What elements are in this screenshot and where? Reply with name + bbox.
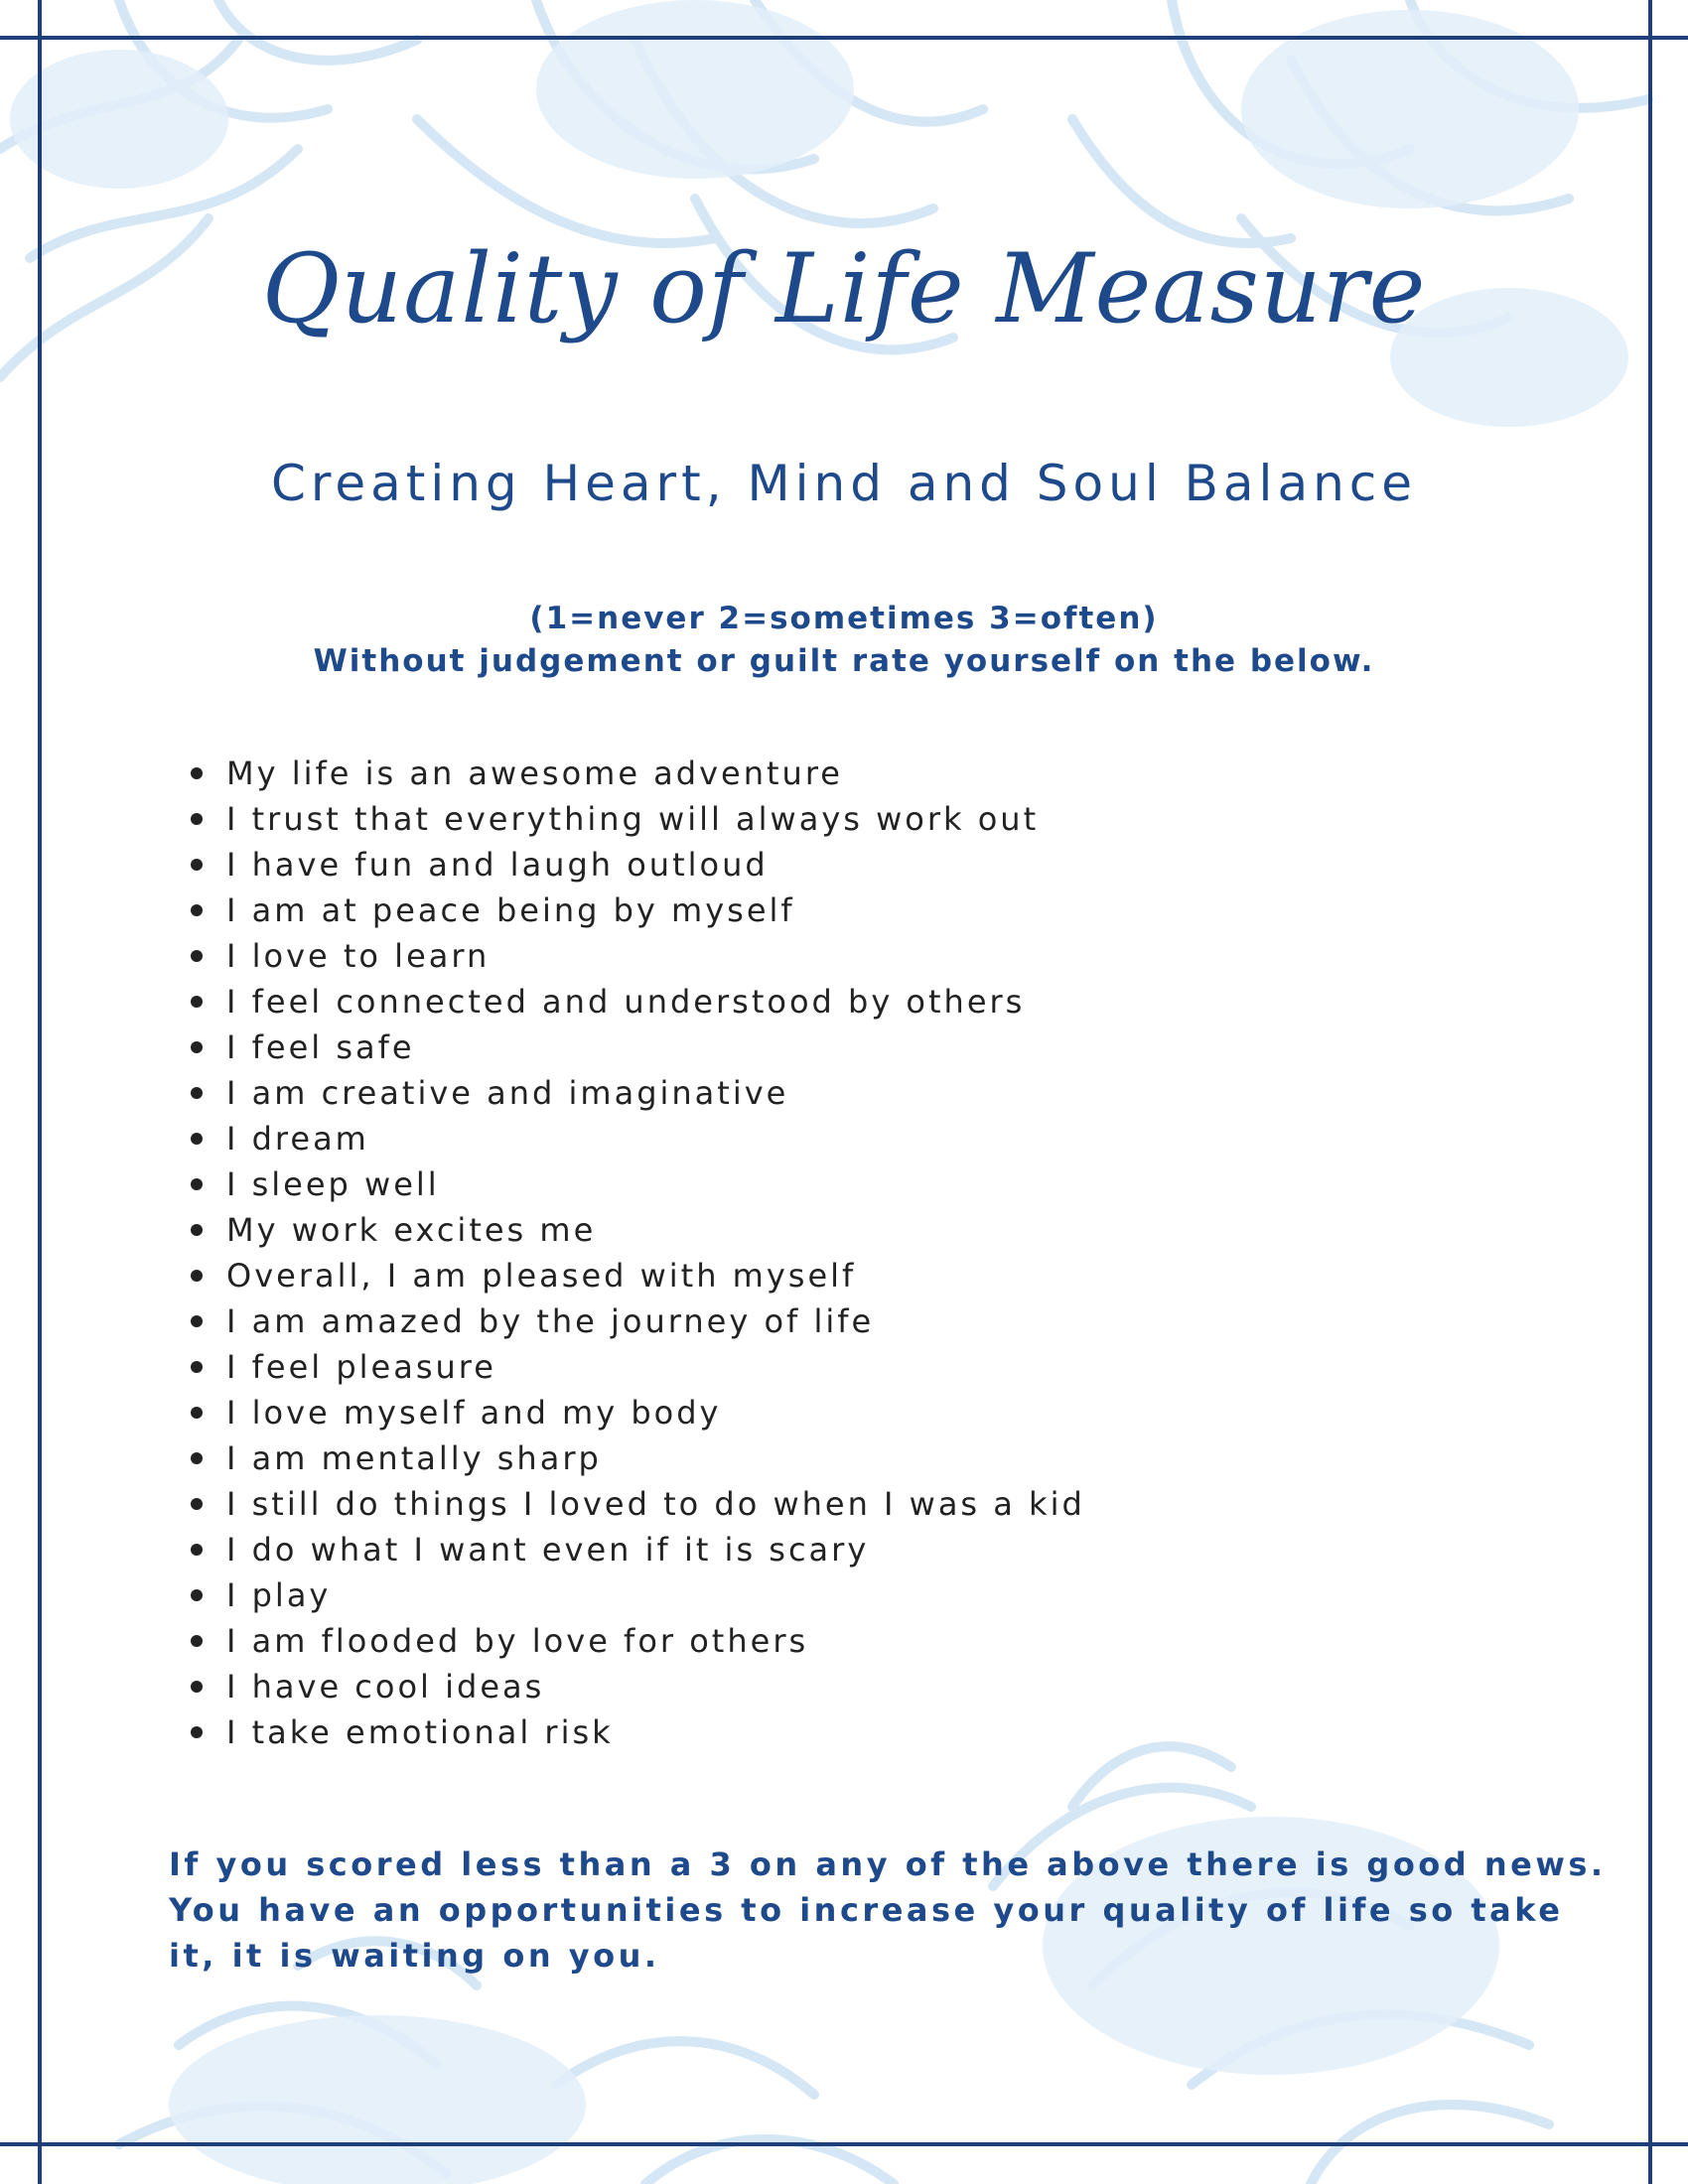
list-item bbox=[191, 1344, 1085, 1390]
list-item bbox=[191, 1527, 1085, 1572]
statement-text: I do what I want even if it is scary bbox=[226, 1531, 870, 1569]
list-item bbox=[191, 933, 1085, 979]
list-item bbox=[191, 1207, 1085, 1253]
list-item bbox=[191, 751, 1085, 796]
statement-text: I dream bbox=[226, 1120, 369, 1158]
statement-text: I am flooded by love for others bbox=[226, 1622, 809, 1660]
bullet-icon bbox=[191, 1178, 203, 1190]
list-item bbox=[191, 1070, 1085, 1116]
statement-text: My life is an awesome adventure bbox=[226, 754, 843, 792]
list-item bbox=[191, 1709, 1085, 1755]
bullet-icon bbox=[191, 1407, 203, 1419]
closing-line: it, it is waiting on you. bbox=[169, 1937, 660, 1975]
bullet-icon bbox=[191, 1452, 203, 1464]
list-item bbox=[191, 1298, 1085, 1344]
statement-text: I trust that everything will always work out bbox=[226, 800, 1040, 838]
statement-text: I take emotional risk bbox=[226, 1713, 614, 1751]
statement-list bbox=[191, 751, 1085, 1755]
bullet-icon bbox=[191, 1361, 203, 1373]
bullet-icon bbox=[191, 1270, 203, 1282]
list-item bbox=[191, 1390, 1085, 1435]
closing-line: You have an opportunities to increase your quality of life so take bbox=[169, 1891, 1564, 1929]
bullet-icon bbox=[191, 1041, 203, 1053]
statement-text: I am at peace being by myself bbox=[226, 891, 795, 929]
bullet-icon bbox=[191, 1681, 203, 1693]
page-subtitle: Creating Heart, Mind and Soul Balance bbox=[270, 455, 1418, 512]
statement-text: I sleep well bbox=[226, 1165, 440, 1203]
statement-text: I am creative and imaginative bbox=[226, 1074, 789, 1112]
rating-instruction: Without judgement or guilt rate yourself on the below. bbox=[313, 643, 1375, 679]
bullet-icon bbox=[191, 996, 203, 1008]
list-item bbox=[191, 1253, 1085, 1298]
statement-text: I play bbox=[226, 1576, 332, 1614]
bullet-icon bbox=[191, 1133, 203, 1145]
list-item bbox=[191, 1161, 1085, 1207]
closing-line: If you scored less than a 3 on any of the above there is good news. bbox=[169, 1845, 1607, 1883]
list-item bbox=[191, 1618, 1085, 1664]
list-item bbox=[191, 1664, 1085, 1709]
list-item bbox=[191, 1116, 1085, 1161]
bullet-icon bbox=[191, 1087, 203, 1099]
bullet-icon bbox=[191, 813, 203, 825]
list-item bbox=[191, 887, 1085, 933]
list-item bbox=[191, 1572, 1085, 1618]
page-title: Quality of Life Measure bbox=[261, 233, 1427, 344]
bullet-icon bbox=[191, 1224, 203, 1236]
statement-text: I have fun and laugh outloud bbox=[226, 846, 769, 884]
statement-text: Overall, I am pleased with myself bbox=[226, 1257, 857, 1295]
bullet-icon bbox=[191, 859, 203, 871]
statement-text: My work excites me bbox=[226, 1211, 597, 1249]
bullet-icon bbox=[191, 1635, 203, 1647]
bullet-icon bbox=[191, 1498, 203, 1510]
list-item bbox=[191, 1481, 1085, 1527]
statement-text: I feel pleasure bbox=[226, 1348, 496, 1386]
bullet-icon bbox=[191, 1315, 203, 1327]
bullet-icon bbox=[191, 904, 203, 916]
statement-text: I feel safe bbox=[226, 1028, 415, 1066]
bullet-icon bbox=[191, 1589, 203, 1601]
statement-text: I love myself and my body bbox=[226, 1394, 722, 1432]
statement-text: I am amazed by the journey of life bbox=[226, 1302, 875, 1340]
list-item bbox=[191, 842, 1085, 887]
statement-text: I love to learn bbox=[226, 937, 491, 975]
closing-message bbox=[169, 1842, 1607, 1979]
statement-text: I have cool ideas bbox=[226, 1668, 545, 1706]
list-item bbox=[191, 979, 1085, 1024]
statement-text: I still do things I loved to do when I was a kid bbox=[226, 1485, 1085, 1523]
bullet-icon bbox=[191, 1726, 203, 1738]
rating-scale: (1=never 2=sometimes 3=often) bbox=[529, 601, 1159, 636]
bullet-icon bbox=[191, 1544, 203, 1556]
list-item bbox=[191, 1435, 1085, 1481]
bullet-icon bbox=[191, 950, 203, 962]
list-item bbox=[191, 796, 1085, 842]
list-item bbox=[191, 1024, 1085, 1070]
statement-text: I am mentally sharp bbox=[226, 1439, 602, 1477]
statement-text: I feel connected and understood by others bbox=[226, 983, 1026, 1021]
bullet-icon bbox=[191, 767, 203, 779]
